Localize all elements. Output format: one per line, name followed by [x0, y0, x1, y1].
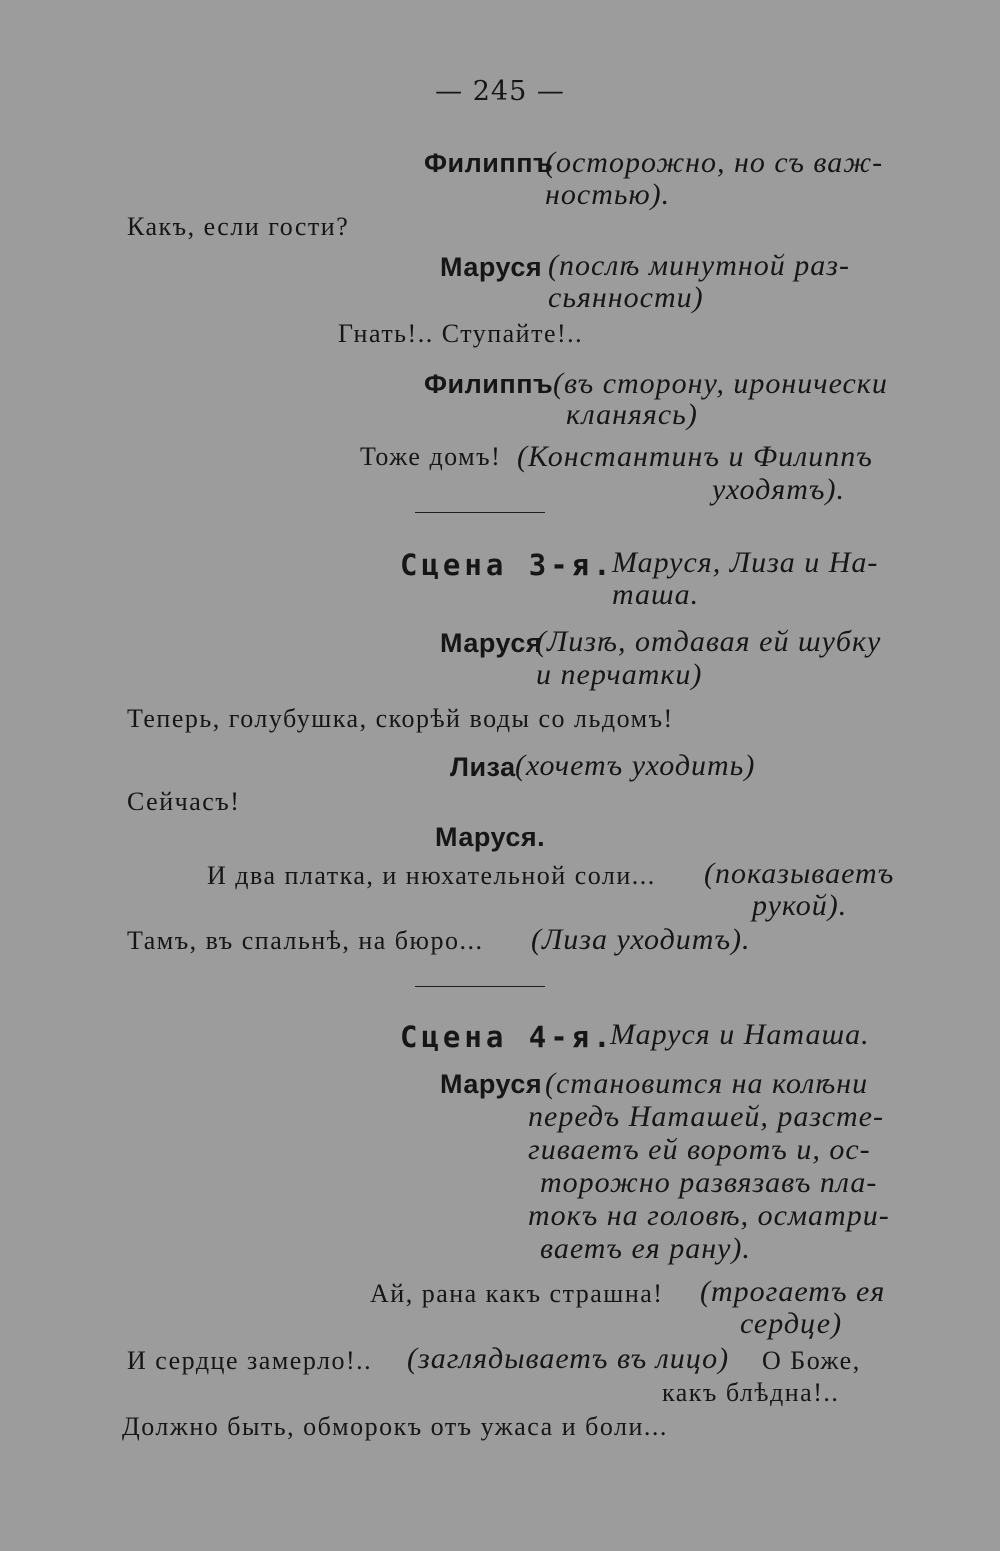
stage-direction: кланяясь) — [566, 398, 698, 431]
speaker-name: Маруся — [440, 628, 543, 658]
stage-direction: (Лизѣ, отдавая ей шубку — [536, 625, 882, 658]
speaker-name: Филиппъ — [424, 148, 554, 178]
dialogue-line: Какъ, если гости? — [127, 212, 350, 241]
dialogue-line: О Боже, — [762, 1346, 861, 1375]
stage-direction: (заглядываетъ въ лицо) — [407, 1342, 730, 1375]
dialogue-line: Теперь, голубушка, скорѣй воды со льдомъ! — [127, 704, 674, 733]
stage-direction: ностью). — [545, 178, 671, 211]
speaker-name: Маруся — [440, 1069, 543, 1099]
dialogue-line: И сердце замерло!.. — [127, 1346, 373, 1375]
dialogue-line: Гнать!.. Ступайте!.. — [338, 319, 584, 348]
speaker-name: Филиппъ — [424, 369, 554, 399]
stage-direction: токъ на головѣ, осматри- — [528, 1199, 890, 1232]
stage-direction: Маруся, Лиза и На- — [612, 546, 879, 579]
stage-direction: уходятъ). — [712, 473, 845, 506]
speaker-name: Маруся. — [435, 822, 546, 852]
stage-direction: торожно развязавъ пла- — [540, 1166, 878, 1199]
stage-direction: Маруся и Наташа. — [610, 1018, 870, 1051]
scene-heading: Сцена 3-я. — [400, 548, 615, 582]
dialogue-line: какъ блѣдна!.. — [662, 1378, 840, 1407]
dialogue-line: Тоже домъ! — [360, 442, 502, 471]
dialogue-line: Должно быть, обморокъ отъ ужаса и боли... — [122, 1412, 668, 1441]
stage-direction: передъ Наташей, разсте- — [528, 1100, 884, 1133]
page-number: — 245 — — [435, 76, 565, 107]
speaker-name: Маруся — [440, 252, 543, 282]
stage-direction: (Константинъ и Филиппъ — [517, 440, 873, 473]
dialogue-line: И два платка, и нюхательной соли... — [207, 861, 656, 890]
speaker-name: Лиза — [450, 752, 516, 782]
stage-direction: ваетъ ея рану). — [540, 1232, 751, 1265]
stage-direction: (показываетъ — [704, 857, 895, 890]
stage-direction: (хочетъ уходить) — [515, 749, 756, 782]
stage-direction: (въ сторону, иронически — [553, 367, 888, 400]
stage-direction: гиваетъ ей воротъ и, ос- — [528, 1133, 871, 1166]
stage-direction: (послѣ минутной раз- — [548, 249, 850, 282]
scene-heading: Сцена 4-я. — [400, 1020, 615, 1054]
stage-direction: (Лиза уходитъ). — [531, 923, 751, 956]
section-divider — [415, 986, 545, 987]
stage-direction: и перчатки) — [536, 658, 703, 691]
dialogue-line: Сейчасъ! — [127, 787, 241, 816]
stage-direction: рукой). — [752, 889, 848, 922]
stage-direction: сьянности) — [548, 281, 704, 314]
stage-direction: (трогаетъ ея — [700, 1275, 886, 1308]
dialogue-line: Ай, рана какъ страшна! — [370, 1279, 664, 1308]
stage-direction: (осторожно, но съ важ- — [545, 146, 884, 179]
stage-direction: (становится на колѣни — [545, 1067, 869, 1100]
section-divider — [415, 512, 545, 513]
stage-direction: таша. — [612, 578, 700, 611]
stage-direction: сердце) — [740, 1307, 843, 1340]
dialogue-line: Тамъ, въ спальнѣ, на бюро... — [127, 926, 484, 955]
